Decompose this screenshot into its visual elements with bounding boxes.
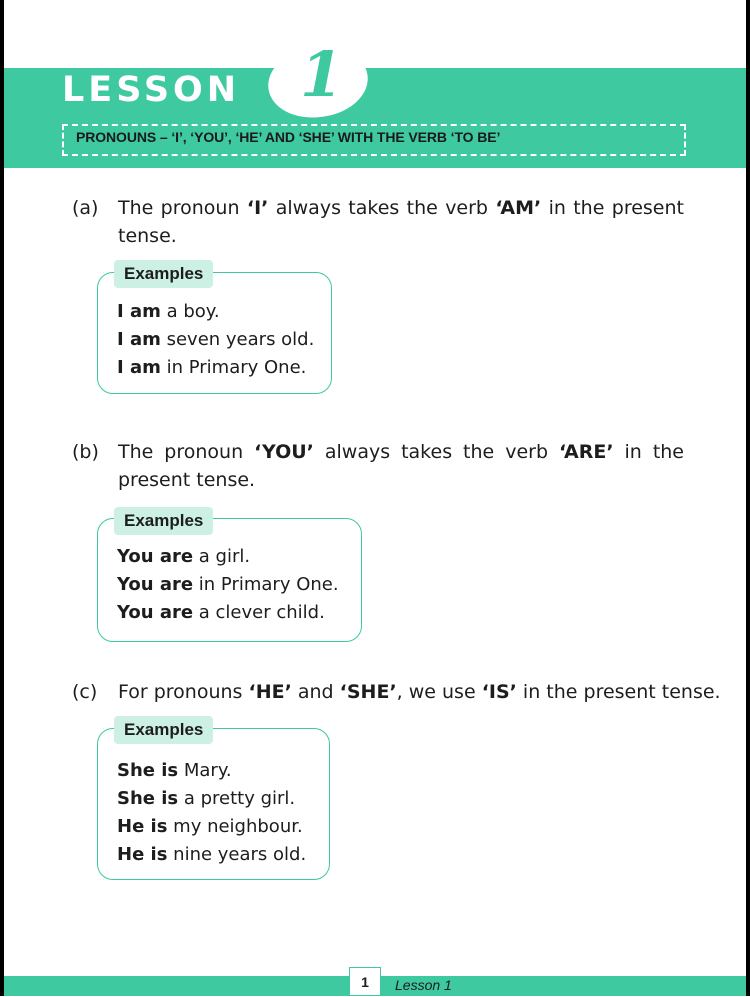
rule-text-part: always takes the verb — [268, 197, 496, 219]
rule-c — [72, 678, 721, 706]
example-line — [117, 599, 325, 627]
page-edge-right — [746, 0, 750, 996]
rule-a — [72, 194, 684, 250]
rule-keyword: ‘SHE’ — [339, 681, 397, 703]
rule-text-part: in the present tense. — [516, 681, 721, 703]
rule-text-part: in the present tense. — [118, 441, 684, 491]
example-line — [117, 326, 314, 354]
rule-text-part: , we use — [396, 681, 482, 703]
example-rest: seven years old. — [160, 329, 315, 350]
example-subject-verb: She is — [117, 760, 179, 781]
rule-text-part: For pronouns — [118, 681, 249, 703]
page-number: 1 — [349, 967, 381, 996]
rule-text-part: The pronoun — [118, 441, 255, 463]
rule-keyword: ‘ARE’ — [558, 441, 614, 463]
example-line — [117, 785, 295, 813]
rule-text — [118, 194, 684, 250]
rule-b — [72, 438, 684, 494]
example-subject-verb: I am — [117, 357, 161, 378]
rule-text-part: always takes the verb — [313, 441, 559, 463]
lesson-number: 1 — [300, 38, 344, 111]
example-line — [117, 298, 220, 326]
example-rest: Mary. — [178, 760, 232, 781]
example-rest: a clever child. — [193, 602, 325, 623]
example-subject-verb: He is — [117, 844, 168, 865]
example-line — [117, 571, 339, 599]
rule-text-part: and — [291, 681, 340, 703]
example-subject-verb: He is — [117, 816, 168, 837]
rule-label: (b) — [72, 441, 99, 463]
example-subject-verb: You are — [117, 546, 194, 567]
examples-tag: Examples — [114, 507, 213, 535]
example-rest: a pretty girl. — [178, 788, 296, 809]
example-line — [117, 813, 303, 841]
example-subject-verb: I am — [117, 329, 161, 350]
footer-lesson-label: Lesson 1 — [395, 977, 452, 993]
rule-text-part: The pronoun — [118, 197, 247, 219]
rule-keyword: ‘I’ — [246, 197, 269, 219]
topic-title: PRONOUNS – ‘I’, ‘YOU’, ‘HE’ AND ‘SHE’ WITH THE VERB ‘TO BE’ — [76, 129, 501, 145]
rule-text — [118, 438, 684, 494]
example-rest: a boy. — [160, 301, 220, 322]
rule-label: (c) — [72, 681, 98, 703]
example-rest: my neighbour. — [167, 816, 303, 837]
example-subject-verb: You are — [117, 602, 194, 623]
rule-text-part: in the present tense. — [118, 197, 684, 247]
rule-keyword: ‘AM’ — [495, 197, 542, 219]
rule-keyword: ‘YOU’ — [254, 441, 314, 463]
example-line — [117, 543, 250, 571]
lesson-word: LESSON — [62, 70, 241, 110]
example-subject-verb: She is — [117, 788, 179, 809]
example-line — [117, 757, 232, 785]
example-subject-verb: I am — [117, 301, 161, 322]
example-rest: a girl. — [193, 546, 251, 567]
examples-tag: Examples — [114, 260, 213, 288]
rule-keyword: ‘IS’ — [481, 681, 517, 703]
example-rest: nine years old. — [167, 844, 307, 865]
rule-keyword: ‘HE’ — [248, 681, 292, 703]
example-line — [117, 841, 306, 869]
rule-text — [118, 678, 721, 706]
example-rest: in Primary One. — [193, 574, 339, 595]
example-line — [117, 354, 306, 382]
rule-label: (a) — [72, 197, 99, 219]
example-rest: in Primary One. — [160, 357, 307, 378]
examples-tag: Examples — [114, 716, 213, 744]
example-subject-verb: You are — [117, 574, 194, 595]
